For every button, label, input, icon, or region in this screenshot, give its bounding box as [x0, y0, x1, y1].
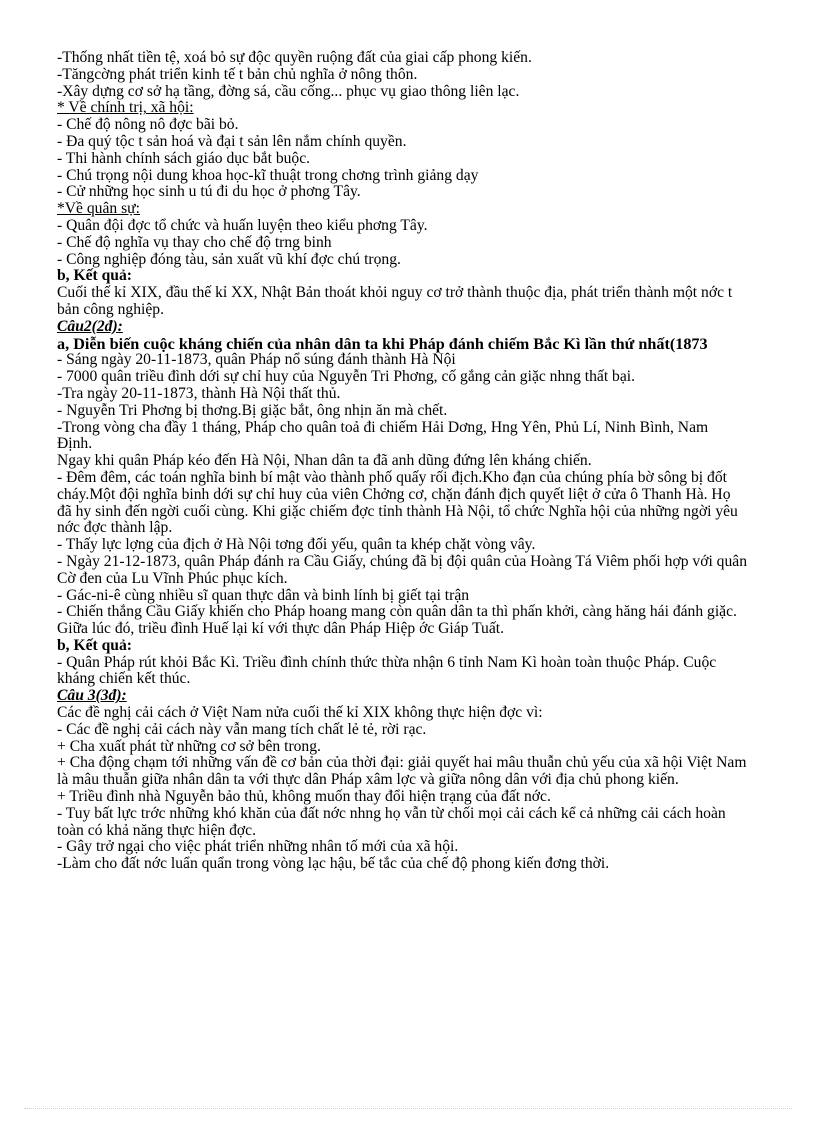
paragraph: - Quân Pháp rút khỏi Bắc Kì. Triều đình chính thức thừa nhận 6 tỉnh Nam Kì hoàn toàn thuộc Pháp. Cuộc kháng chiến kết thúc.	[57, 653, 717, 688]
page-bottom-divider	[24, 1108, 792, 1109]
text-line: -Thống nhất tiền tệ, xoá bỏ sự độc quyền ruộng đất của giai cấp phong kiến.	[57, 49, 532, 66]
paragraph: - Gác-ni-ê cùng nhiều sĩ quan thực dân và binh lính bị giết tại trận	[57, 586, 470, 604]
paragraph: - Thấy lực lợng của địch ở Hà Nội tơng đối yếu, quân ta khép chặt vòng vây.	[57, 536, 536, 554]
paragraph: - Chiến thắng Cầu Giấy khiến cho Pháp hoang mang còn quân dân ta thì phấn khởi, càng hăng hái đánh giặc. Giữa lúc đó, triều đình Huế lại kí với thực dân Pháp Hiệp ớc Giáp Tuất.	[57, 603, 737, 638]
result-heading: b, Kết quả:	[57, 636, 132, 654]
paragraph: -Trong vòng cha đầy 1 tháng, Pháp cho quân toả đi chiếm Hải Dơng, Hng Yên, Phủ Lí, Ninh Bình, Nam Định.	[57, 418, 709, 453]
subheading-politics: * Về chính trị, xã hội:	[57, 99, 194, 117]
paragraph: -Làm cho đất nớc luẩn quẩn trong vòng lạc hậu, bế tắc của chế độ phong kiến đơng thời.	[57, 855, 610, 873]
paragraph: - Đêm đêm, các toán nghĩa binh bí mật vào thành phố quấy rối địch.Kho đạn của chúng phía bờ sông bị đốt cháy.Một đội nghĩa binh dới sự chỉ huy của viên Chởng cơ, chặn đánh địch quyết liệt ở cửa ô Thanh Hà. Họ đã hy sinh đến ngời cuối cùng. Khi giặc chiếm đợc tỉnh thành Hà Nội, tổ chức Nghĩa hội của những ngời yêu nớc đợc thành lập.	[57, 468, 738, 537]
text-line: - Thi hành chính sách giáo dục bắt buộc.	[57, 149, 311, 167]
question-2-label: Câu2(2đ):	[57, 317, 123, 335]
text-line: - Chế độ nghĩa vụ thay cho chế độ trng binh	[57, 233, 332, 251]
paragraph: + Cha xuất phát từ những cơ sở bên trong.	[57, 737, 321, 755]
text-line: - Cử những học sinh u tú đi du học ở phơng Tây.	[57, 183, 361, 201]
paragraph: - 7000 quân triều đình dới sự chỉ huy của Nguyễn Tri Phơng, cố gắng cản giặc nhng thất bại.	[57, 368, 635, 386]
text-line: - Quân đội đợc tổ chức và huấn luyện theo kiểu phơng Tây.	[57, 216, 428, 234]
paragraph: - Gây trở ngại cho việc phát triển những nhân tố mới của xã hội.	[57, 838, 459, 856]
text-line: -Tăngcờng phát triển kinh tế t bản chủ nghĩa ở nông thôn.	[57, 65, 418, 83]
paragraph: -Tra ngày 20-11-1873, thành Hà Nội thất thủ.	[57, 384, 341, 402]
question-3-label: Câu 3(3đ):	[57, 687, 127, 705]
text-line: - Công nghiệp đóng tàu, sản xuất vũ khí đợc chú trọng.	[57, 250, 401, 268]
text-line: - Chú trọng nội dung khoa học-kĩ thuật trong chơng trình giảng dạy	[57, 166, 479, 184]
paragraph: - Các đề nghị cải cách này vẫn mang tích chất lẻ tẻ, rời rạc.	[57, 720, 427, 738]
section-heading: a, Diễn biến cuộc kháng chiến của nhân dân ta khi Pháp đánh chiếm Bắc Kì lần thứ nhất(1873	[57, 334, 708, 353]
text-line: -Xây dựng cơ sở hạ tầng, đờng sá, cầu cống... phục vụ giao thông liên lạc.	[57, 82, 520, 100]
paragraph: - Ngày 21-12-1873, quân Pháp đánh ra Cầu Giấy, chúng đã bị đội quân của Hoàng Tá Viêm phối hợp với quân Cờ đen của Lu Vĩnh Phúc phục kích.	[57, 552, 747, 587]
paragraph: + Cha động chạm tới những vấn đề cơ bản của thời đại: giải quyết hai mâu thuẫn chủ yếu của xã hội Việt Nam là mâu thuẫn giữa nhân dân ta với thực dân Pháp xâm lợc và giữa nông dân với địa chủ phong kiến.	[57, 754, 747, 789]
paragraph: - Nguyễn Tri Phơng bị thơng.Bị giặc bắt, ông nhịn ăn mà chết.	[57, 401, 448, 419]
paragraph: + Triều đình nhà Nguyễn bảo thủ, không muốn thay đổi hiện trạng của đất nớc.	[57, 788, 551, 806]
paragraph: Ngay khi quân Pháp kéo đến Hà Nội, Nhan dân ta đã anh dũng đứng lên kháng chiến.	[57, 452, 592, 470]
paragraph: - Tuy bất lực trớc những khó khăn của đất nớc nhng họ vẫn từ chối mọi cải cách kể cả những cải cách hoàn toàn có khả năng thực hiện đợc.	[57, 804, 726, 839]
result-heading: b, Kết quả:	[57, 267, 132, 285]
paragraph: Các đề nghị cải cách ở Việt Nam nửa cuối thế kỉ XIX không thực hiện đợc vì:	[57, 704, 543, 722]
paragraph: Cuối thế kỉ XIX, đầu thế kỉ XX, Nhật Bản thoát khỏi nguy cơ trở thành thuộc địa, phát triển thành một nớc t bản công nghiệp.	[57, 284, 733, 318]
paragraph: - Sáng ngày 20-11-1873, quân Pháp nổ súng đánh thành Hà Nội	[57, 351, 456, 369]
text-line: - Chế độ nông nô đợc bãi bỏ.	[57, 116, 239, 134]
subheading-military: *Về quân sự:	[57, 200, 140, 218]
document-page	[57, 50, 747, 873]
text-line: - Đa quý tộc t sản hoá và đại t sản lên nắm chính quyền.	[57, 132, 407, 150]
